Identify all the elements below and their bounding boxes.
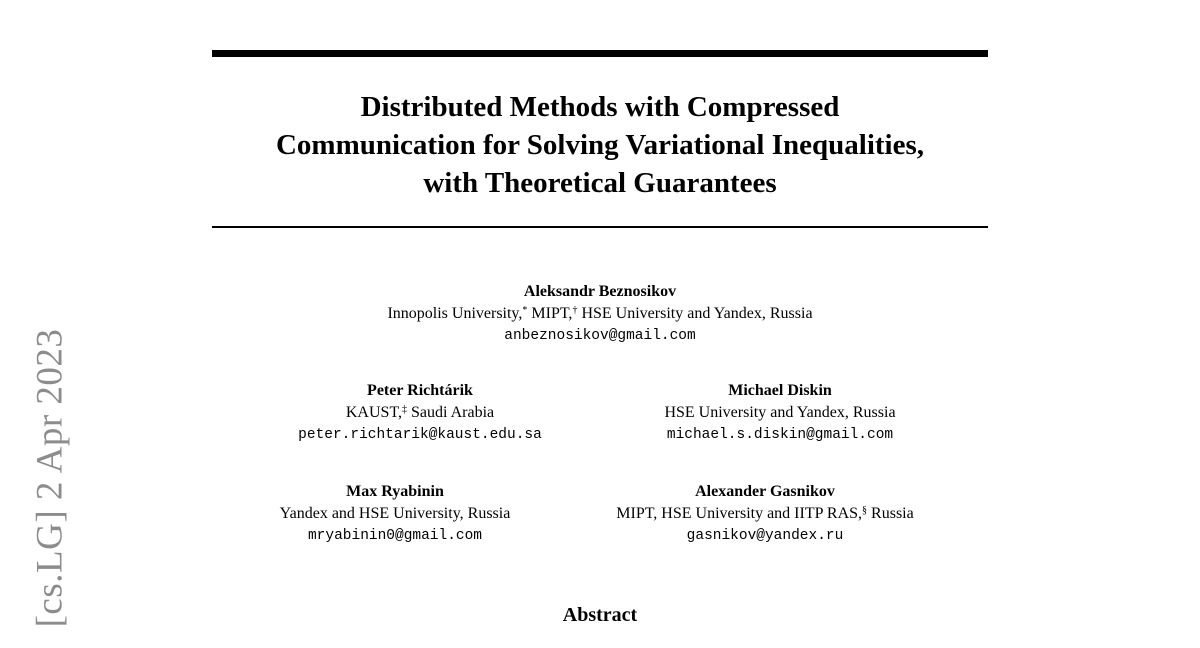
author-affiliation: HSE University and Yandex, Russia xyxy=(664,404,896,421)
title-line-3: with Theoretical Guarantees xyxy=(423,167,777,199)
author-name: Michael Diskin xyxy=(728,382,832,399)
author-affiliation: MIPT, HSE University and IITP RAS,§ Russia xyxy=(616,505,914,522)
paper-title xyxy=(180,88,1020,202)
author-affiliation: KAUST,‡ Saudi Arabia xyxy=(345,404,495,421)
abstract-heading: Abstract xyxy=(562,604,638,626)
author-email: michael.s.diskin@gmail.com xyxy=(666,427,894,443)
author-email: peter.richtarik@kaust.edu.sa xyxy=(298,427,542,443)
footnote-marker: † xyxy=(572,305,578,316)
author-name: Peter Richtárik xyxy=(367,382,473,399)
author-affiliation: Innopolis University,* MIPT,† HSE University and Yandex, Russia xyxy=(387,305,813,322)
title-top-rule xyxy=(212,50,988,57)
author-name: Aleksandr Beznosikov xyxy=(523,283,677,300)
author-block-richtarik xyxy=(270,380,570,446)
footnote-marker: * xyxy=(522,305,528,316)
author-block-diskin xyxy=(630,380,930,446)
title-line-1: Distributed Methods with Compressed xyxy=(360,91,840,123)
author-email: gasnikov@yandex.ru xyxy=(686,528,844,544)
author-email: mryabinin0@gmail.com xyxy=(307,528,483,544)
footnote-marker: § xyxy=(862,505,868,516)
author-block-beznosikov xyxy=(300,281,900,347)
title-line-2: Communication for Solving Variational Inequalities, xyxy=(275,129,925,161)
author-name: Max Ryabinin xyxy=(346,483,444,500)
author-email: anbeznosikov@gmail.com xyxy=(504,328,696,344)
author-block-gasnikov xyxy=(580,481,950,547)
arxiv-stamp-text: [cs.LG] 2 Apr 2023 xyxy=(29,328,71,628)
author-block-ryabinin xyxy=(245,481,545,547)
author-name: Alexander Gasnikov xyxy=(695,483,835,500)
title-bottom-rule xyxy=(212,226,988,228)
author-affiliation: Yandex and HSE University, Russia xyxy=(279,505,511,522)
footnote-marker: ‡ xyxy=(402,404,408,415)
